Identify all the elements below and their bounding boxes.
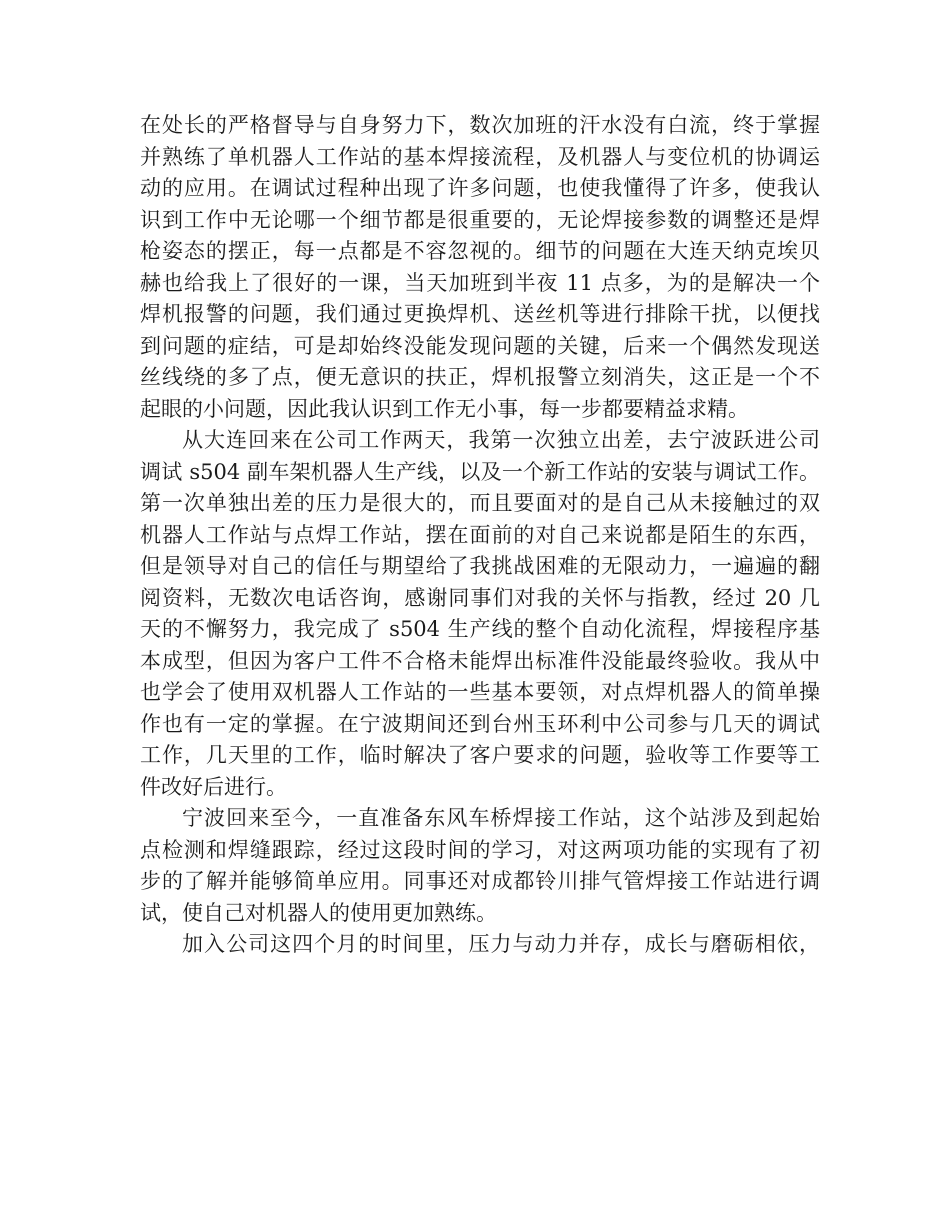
text-line: 机器人工作站与点焊工作站，摆在面前的对自己来说都是陌生的东西， bbox=[140, 522, 820, 547]
text-line: 并熟练了单机器人工作站的基本焊接流程，及机器人与变位机的协调运 bbox=[140, 144, 820, 169]
text-line: 调试 s504 副车架机器人生产线，以及一个新工作站的安装与调试工作。 bbox=[140, 459, 820, 484]
text-line: 点检测和焊缝跟踪，经过这段时间的学习，对这两项功能的实现有了初 bbox=[140, 837, 820, 862]
text-line: 识到工作中无论哪一个细节都是很重要的，无论焊接参数的调整还是焊 bbox=[140, 207, 820, 232]
text-line: 赫也给我上了很好的一课，当天加班到半夜 11 点多，为的是解决一个 bbox=[140, 270, 820, 295]
text-line: 起眼的小问题，因此我认识到工作无小事，每一步都要精益求精。 bbox=[140, 396, 749, 421]
paragraph bbox=[140, 425, 820, 803]
text-line: 天的不懈努力，我完成了 s504 生产线的整个自动化流程，焊接程序基 bbox=[140, 617, 820, 641]
body-text bbox=[140, 110, 820, 961]
text-line: 到问题的症结，可是却始终没能发现问题的关键，后来一个偶然发现送 bbox=[140, 333, 820, 358]
text-line: 焊机报警的问题，我们通过更换焊机、送丝机等进行排除干扰，以便找 bbox=[140, 302, 820, 326]
text-line: 步的了解并能够简单应用。同事还对成都铃川排气管焊接工作站进行调 bbox=[140, 869, 820, 893]
text-line: 本成型，但因为客户工件不合格未能焊出标准件没能最终验收。我从中 bbox=[140, 648, 820, 673]
text-line: 从大连回来在公司工作两天，我第一次独立出差，去宁波跃进公司 bbox=[182, 428, 820, 452]
text-line: 加入公司这四个月的时间里，压力与动力并存，成长与磨砺相依， bbox=[182, 932, 820, 956]
text-line: 第一次单独出差的压力是很大的，而且要面对的是自己从未接触过的双 bbox=[140, 491, 820, 515]
text-line: 工作，几天里的工作，临时解决了客户要求的问题，验收等工作要等工 bbox=[140, 743, 820, 767]
text-line: 件改好后进行。 bbox=[140, 774, 287, 799]
text-line: 丝线绕的多了点，便无意识的扶正，焊机报警立刻消失，这正是一个不 bbox=[140, 365, 820, 389]
paragraph bbox=[140, 803, 820, 929]
paragraph bbox=[140, 110, 820, 425]
text-line: 试，使自己对机器人的使用更加熟练。 bbox=[140, 900, 497, 925]
text-line: 枪姿态的摆正，每一点都是不容忽视的。细节的问题在大连天纳克埃贝 bbox=[140, 239, 820, 263]
text-line: 在处长的严格督导与自身努力下，数次加班的汗水没有白流，终于掌握 bbox=[140, 113, 820, 137]
text-line: 阅资料，无数次电话咨询，感谢同事们对我的关怀与指教，经过 20 几 bbox=[140, 585, 820, 610]
paragraph bbox=[140, 929, 820, 961]
text-line: 动的应用。在调试过程种出现了许多问题，也使我懂得了许多，使我认 bbox=[140, 176, 820, 200]
text-line: 也学会了使用双机器人工作站的一些基本要领，对点焊机器人的简单操 bbox=[140, 680, 820, 704]
text-line: 作也有一定的掌握。在宁波期间还到台州玉环利中公司参与几天的调试 bbox=[140, 711, 820, 736]
text-line: 宁波回来至今，一直准备东风车桥焊接工作站，这个站涉及到起始 bbox=[182, 806, 820, 830]
text-line: 但是领导对自己的信任与期望给了我挑战困难的无限动力，一遍遍的翻 bbox=[140, 554, 820, 578]
